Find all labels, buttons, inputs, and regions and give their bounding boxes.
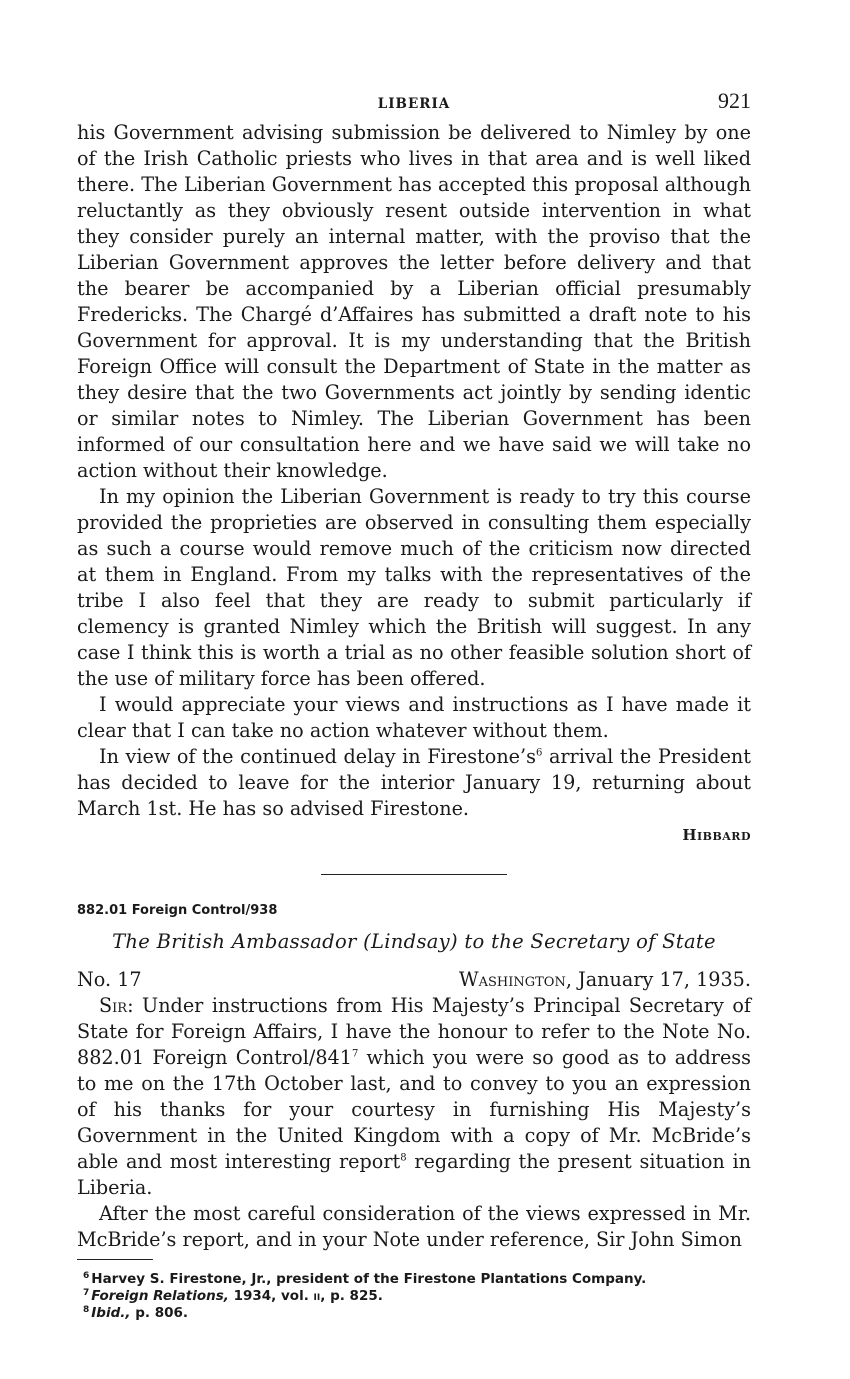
footnote-reference: 6	[535, 747, 543, 759]
footnote-title: Ibid.,	[91, 1305, 131, 1321]
dateline	[77, 967, 751, 993]
place-date	[459, 967, 751, 993]
footnote-mark: 7	[83, 1287, 90, 1298]
footnotes	[77, 1271, 751, 1322]
running-head	[77, 88, 751, 120]
document-heading: The British Ambassador (Lindsay) to the Secretary of State	[112, 930, 716, 953]
paragraph-text: : Under instructions from His Majesty’s Principal Secretary of State for Foreign Affairs, I have the honour to refer to the Note No. 882.01 Foreign Control/841	[77, 994, 751, 1069]
letter-body	[77, 120, 751, 822]
footnote	[77, 1305, 751, 1322]
paragraph	[77, 744, 751, 822]
signature: Hibbard	[682, 826, 751, 844]
footnote-mark: 8	[83, 1304, 90, 1315]
footnote-volume: ii	[313, 1288, 321, 1304]
section-divider	[321, 874, 507, 875]
footnote-text: , p. 825.	[320, 1288, 383, 1304]
paragraph-text: arrival the President has decided to leave for the interior January 19, returning about March 1st. He has so advised Firestone.	[77, 745, 751, 820]
paragraph: his Government advising submission be delivered to Nimley by one of the Irish Catholic priests who lives in that area and is well liked there. The Liberian Government has accepted this proposal although reluctantly as they obviously resent outside intervention in what they consider purely an internal matter, with the proviso that the Liberian Government approves the letter before delivery and that the bearer be accompanied by a Liberian official presumably Fredericks. The Chargé d’Affaires has submitted a draft note to his Government for approval. It is my understanding that the British Foreign Office will consult the Department of State in the matter as they desire that the two Governments act jointly by sending identic or similar notes to Nimley. The Liberian Government has been informed of our consultation here and we have said we will take no action without their knowledge.	[77, 121, 751, 482]
paragraph: I would appreciate your views and instructions as I have made it clear that I can take no action whatever without them.	[77, 693, 751, 742]
footnote-reference: 7	[351, 1048, 359, 1060]
paragraph	[77, 993, 751, 1201]
file-number: 882.01 Foreign Control/938	[77, 903, 278, 918]
document-page	[77, 88, 751, 1322]
paragraph-text: regarding the present situation in Liberia.	[77, 1150, 751, 1199]
footnote	[77, 1271, 751, 1288]
footnote-title: Foreign Relations,	[91, 1288, 229, 1304]
paragraph: After the most careful consideration of the views expressed in Mr. McBride’s report, and in your Note under reference, Sir John Simon	[77, 1202, 751, 1251]
footnote-text: Harvey S. Firestone, Jr., president of the Firestone Plantations Company.	[91, 1271, 647, 1287]
footnote-text: p. 806.	[130, 1305, 189, 1321]
paragraph: In my opinion the Liberian Government is ready to try this course provided the proprieties are observed in consulting them especially as such a course would remove much of the criticism now directed at them in England. From my talks with the representatives of the tribe I also feel that they are ready to submit particularly if clemency is granted Nimley which the British will suggest. In any case I think this is worth a trial as no other feasible solution short of the use of military force has been offered.	[77, 485, 751, 690]
footnote-text: 1934, vol.	[228, 1288, 314, 1304]
place: Washington,	[458, 968, 572, 991]
footnote	[77, 1288, 751, 1305]
document-number: No. 17	[77, 968, 142, 991]
salutation: Sir	[99, 994, 128, 1017]
date: January 17, 1935.	[571, 968, 751, 991]
letter-body	[77, 993, 751, 1253]
footnote-reference: 8	[400, 1152, 407, 1164]
page-number: 921	[718, 88, 751, 113]
paragraph-text: In view of the continued delay in Firestone’s	[99, 745, 536, 768]
paragraph-text: which you were so good as to address to me on the 17th October last, and to convey to you an expression of his thanks for your courtesy in furnishing His Majesty’s Government in the United Kingdom with a copy of Mr. McBride’s able and most interesting report	[77, 1046, 751, 1173]
footnote-mark: 6	[83, 1270, 90, 1281]
footnote-divider	[77, 1259, 153, 1260]
running-title: LIBERIA	[377, 96, 451, 112]
